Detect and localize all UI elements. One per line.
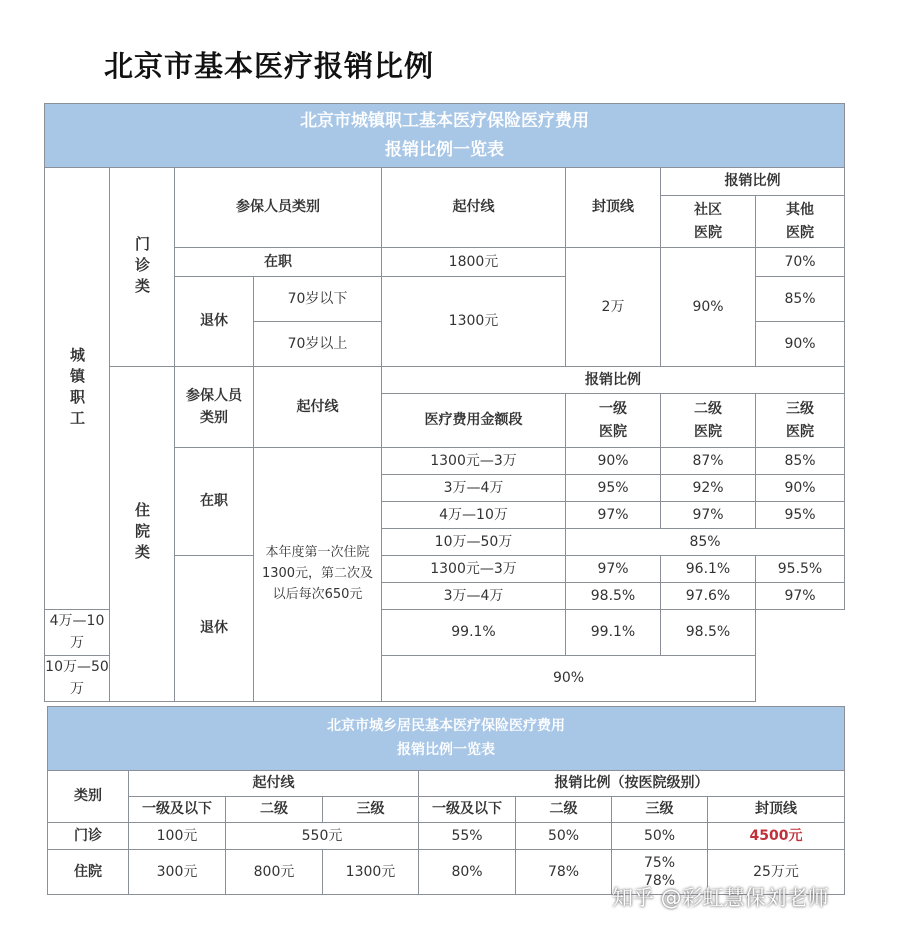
op-col-category: 参保人员类别 <box>175 168 382 248</box>
table-cell: 98.5% <box>566 583 661 610</box>
table-cell: 95.5% <box>756 556 845 583</box>
t2-col-category: 类别 <box>48 771 129 823</box>
op-over70-other: 90% <box>756 322 845 367</box>
table1-title-line2: 报销比例一览表 <box>385 139 504 160</box>
table-cell: 1300元 <box>323 850 419 895</box>
op-col-threshold: 起付线 <box>382 168 566 248</box>
table-cell: 99.1% <box>566 610 661 656</box>
table-cell: 97% <box>756 583 845 610</box>
t2-col-ratio: 报销比例（按医院级别） <box>419 771 845 797</box>
op-community-value: 90% <box>661 248 756 367</box>
t2-col-cap: 封顶线 <box>708 797 845 823</box>
t2-col-level3: 三级 <box>323 797 419 823</box>
t2-inpatient-label: 住院 <box>48 850 129 895</box>
ip-col-segment: 医疗费用金额段 <box>382 394 566 448</box>
op-employed-other: 70% <box>756 248 845 277</box>
table-cell: 75% 78% <box>612 850 708 895</box>
table-cell: 90% <box>382 655 756 701</box>
t2-col-level1-below: 一级及以下 <box>129 797 226 823</box>
table-cell: 300元 <box>129 850 226 895</box>
ip-col-level3: 三级 医院 <box>756 394 845 448</box>
inpatient-label: 住院类 <box>110 367 175 702</box>
table-cell: 85% <box>566 529 845 556</box>
table-cell: 10万—50万 <box>382 529 566 556</box>
ip-col-threshold: 起付线 <box>254 367 382 448</box>
table-cell: 78% <box>516 850 612 895</box>
table-cell: 90% <box>756 475 845 502</box>
table2-title-line2: 报销比例一览表 <box>397 741 495 758</box>
table-cell: 55% <box>419 823 516 850</box>
table-cell: 80% <box>419 850 516 895</box>
watermark: 知乎 @彩虹慧保刘老师 <box>612 886 829 910</box>
t2-outpatient-label: 门诊 <box>48 823 129 850</box>
table-cell: 92% <box>661 475 756 502</box>
ip-retired-label: 退休 <box>175 556 254 702</box>
table2-title <box>48 707 845 771</box>
op-retired-over70: 70岁以上 <box>254 322 382 367</box>
op-retired-under70: 70岁以下 <box>254 277 382 322</box>
group-label: 城镇职工 <box>45 168 110 610</box>
table-cell: 3万—4万 <box>382 475 566 502</box>
op-col-community: 社区 医院 <box>661 196 756 248</box>
table-cell: 100元 <box>129 823 226 850</box>
ip-threshold-text: 本年度第一次住院 1300元，第二次及 以后每次650元 <box>254 448 382 702</box>
op-employed-threshold: 1800元 <box>382 248 566 277</box>
table-cell: 550元 <box>226 823 419 850</box>
table-cell: 95% <box>566 475 661 502</box>
resident-insurance-table <box>47 706 845 895</box>
table-cell: 25万元 <box>708 850 845 895</box>
table-cell: 96.1% <box>661 556 756 583</box>
table-cell: 4万—10万 <box>45 610 110 656</box>
table-cell: 50% <box>612 823 708 850</box>
t2-col-level2: 二级 <box>226 797 323 823</box>
op-col-cap: 封顶线 <box>566 168 661 248</box>
ip-col-level1: 一级 医院 <box>566 394 661 448</box>
table-cell: 85% <box>756 448 845 475</box>
op-col-other: 其他 医院 <box>756 196 845 248</box>
op-retired-label: 退休 <box>175 277 254 367</box>
table-cell: 90% <box>566 448 661 475</box>
ip-employed-label: 在职 <box>175 448 254 556</box>
table2-title-line1: 北京市城乡居民基本医疗保险医疗费用 <box>327 717 565 734</box>
table-cell: 95% <box>756 502 845 529</box>
ip-col-ratio: 报销比例 <box>382 367 845 394</box>
ip-col-level2: 二级 医院 <box>661 394 756 448</box>
table-cell: 87% <box>661 448 756 475</box>
page-title: 北京市基本医疗报销比例 <box>104 49 435 83</box>
t2-col-ratio-level2: 二级 <box>516 797 612 823</box>
table-cell: 97.6% <box>661 583 756 610</box>
table-cell: 4万—10万 <box>382 502 566 529</box>
table-cell: 1300元—3万 <box>382 556 566 583</box>
t2-col-ratio-level3: 三级 <box>612 797 708 823</box>
t2-col-ratio-level1-below: 一级及以下 <box>419 797 516 823</box>
t2-col-threshold: 起付线 <box>129 771 419 797</box>
table-cell: 10万—50万 <box>45 655 110 701</box>
op-under70-other: 85% <box>756 277 845 322</box>
table-cell: 1300元—3万 <box>382 448 566 475</box>
table1-title <box>45 104 845 168</box>
table-cell: 97% <box>566 502 661 529</box>
table-cell: 99.1% <box>382 610 566 656</box>
table1-title-line1: 北京市城镇职工基本医疗保险医疗费用 <box>300 110 589 131</box>
employee-insurance-table <box>44 103 845 702</box>
op-employed-label: 在职 <box>175 248 382 277</box>
table-cell: 50% <box>516 823 612 850</box>
op-cap-value: 2万 <box>566 248 661 367</box>
t2-outpatient-cap: 4500元 <box>708 823 845 850</box>
op-col-ratio: 报销比例 <box>661 168 845 196</box>
table-cell: 800元 <box>226 850 323 895</box>
outpatient-label: 门诊类 <box>110 168 175 367</box>
op-retired-threshold: 1300元 <box>382 277 566 367</box>
ip-col-category: 参保人员 类别 <box>175 367 254 448</box>
table-cell: 98.5% <box>661 610 756 656</box>
table-cell: 3万—4万 <box>382 583 566 610</box>
table-cell: 97% <box>661 502 756 529</box>
table-cell: 97% <box>566 556 661 583</box>
